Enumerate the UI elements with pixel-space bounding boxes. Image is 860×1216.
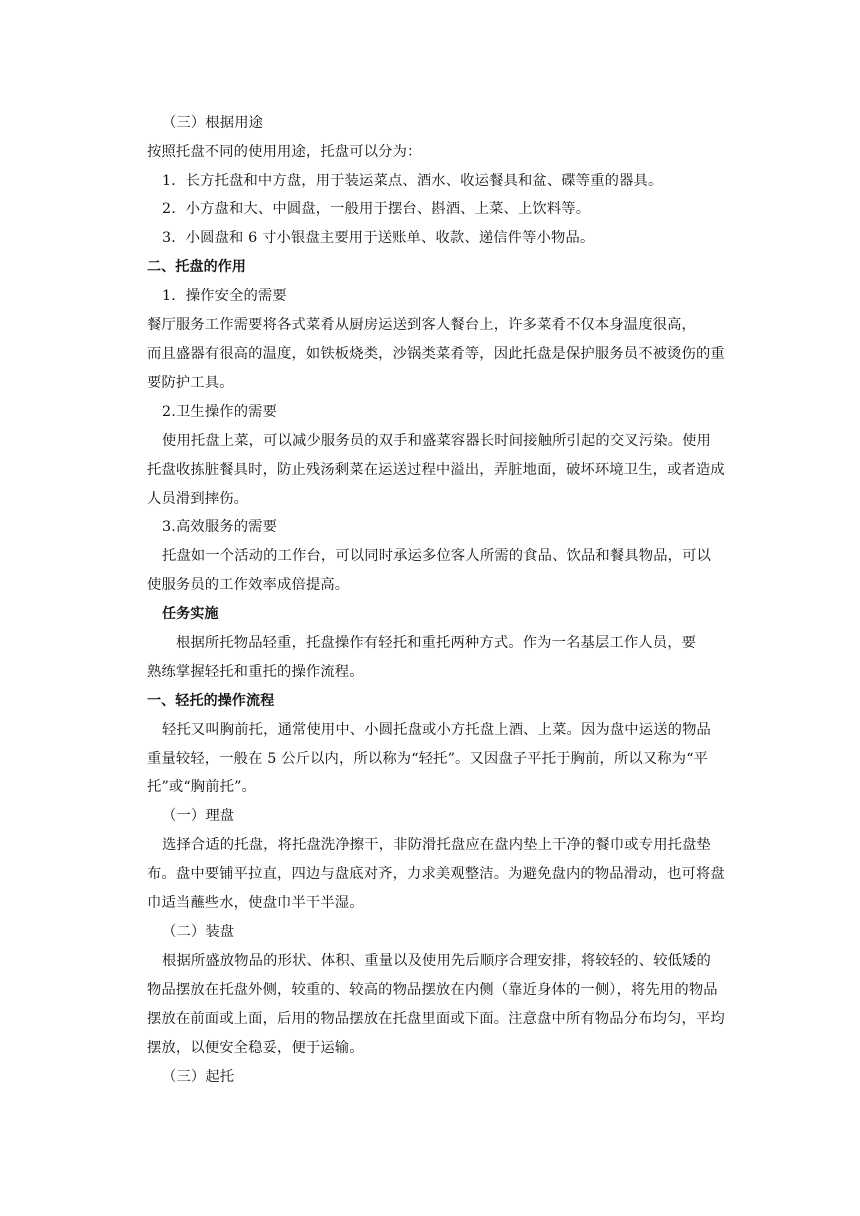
paragraph-line: 摆放，以便安全稳妥，便于运输。 (147, 1040, 364, 1056)
paragraph-line: 熟练掌握轻托和重托的操作流程。 (147, 664, 364, 680)
subsection-heading: （二）装盘 (162, 924, 235, 940)
subsection-heading: 2.卫生操作的需要 (162, 404, 278, 420)
paragraph-line: 托”或“胸前托”。 (147, 779, 257, 795)
paragraph-line: 布。盘中要铺平拉直，四边与盘底对齐，力求美观整洁。为避免盘内的物品滑动，也可将盘 (147, 866, 725, 882)
paragraph-line: 选择合适的托盘，将托盘洗净擦干，非防滑托盘应在盘内垫上干净的餐巾或专用托盘垫 (162, 837, 711, 853)
paragraph-line: 物品摆放在托盘外侧，较重的、较高的物品摆放在内侧（靠近身体的一侧），将先用的物品 (147, 982, 718, 998)
subsection-heading: （一）理盘 (162, 808, 235, 824)
paragraph-line: 托盘收拣脏餐具时，防止残汤剩菜在运送过程中溢出，弄脏地面，破坏环境卫生，或者造成 (147, 462, 725, 478)
list-item: 1．长方托盘和中方盘，用于装运菜点、酒水、收运餐具和盆、碟等重的器具。 (162, 173, 663, 189)
list-item: 2．小方盘和大、中圆盘，一般用于摆台、斟酒、上菜、上饮料等。 (162, 201, 591, 217)
paragraph-line: 而且盛器有很高的温度，如铁板烧类，沙锅类菜肴等，因此托盘是保护服务员不被烫伤的重 (147, 346, 725, 362)
paragraph-line: 重量较轻，一般在 5 公斤以内，所以称为“轻托”。又因盘子平托于胸前，所以又称为“平 (147, 751, 709, 767)
paragraph-line: 托盘如一个活动的工作台，可以同时承运多位客人所需的食品、饮品和餐具物品，可以 (162, 548, 711, 564)
paragraph-line: 要防护工具。 (147, 375, 234, 391)
subsection-heading: 1．操作安全的需要 (162, 288, 287, 304)
section-heading: 二、托盘的作用 (147, 259, 247, 275)
paragraph-line: 按照托盘不同的使用用途，托盘可以分为： (147, 144, 422, 160)
paragraph-line: 摆放在前面或上面，后用的物品摆放在托盘里面或下面。注意盘中所有物品分布均匀，平均 (147, 1011, 725, 1027)
list-item: 3．小圆盘和 6 寸小银盘主要用于送账单、收款、递信件等小物品。 (162, 230, 595, 246)
paragraph-line: 人员滑到摔伤。 (147, 491, 249, 507)
paragraph-line: 根据所盛放物品的形状、体积、重量以及使用先后顺序合理安排，将较轻的、较低矮的 (162, 953, 711, 969)
paragraph-line: 使服务员的工作效率成倍提高。 (147, 577, 350, 593)
subsection-heading: （三）起托 (162, 1069, 235, 1085)
section-heading: 一、轻托的操作流程 (147, 693, 275, 709)
subsection-heading: （三）根据用途 (162, 115, 264, 131)
paragraph-line: 根据所托物品轻重，托盘操作有轻托和重托两种方式。作为一名基层工作人员，要 (176, 635, 697, 651)
subsection-heading: 3.高效服务的需要 (162, 519, 278, 535)
section-heading: 任务实施 (162, 606, 219, 622)
paragraph-line: 餐厅服务工作需要将各式菜肴从厨房运送到客人餐台上，许多菜肴不仅本身温度很高， (147, 317, 696, 333)
paragraph-line: 巾适当蘸些水，使盘巾半干半湿。 (147, 895, 364, 911)
paragraph-line: 使用托盘上菜，可以减少服务员的双手和盛菜容器长时间接触所引起的交叉污染。使用 (162, 433, 711, 449)
paragraph-line: 轻托又叫胸前托，通常使用中、小圆托盘或小方托盘上酒、上菜。因为盘中运送的物品 (162, 722, 711, 738)
